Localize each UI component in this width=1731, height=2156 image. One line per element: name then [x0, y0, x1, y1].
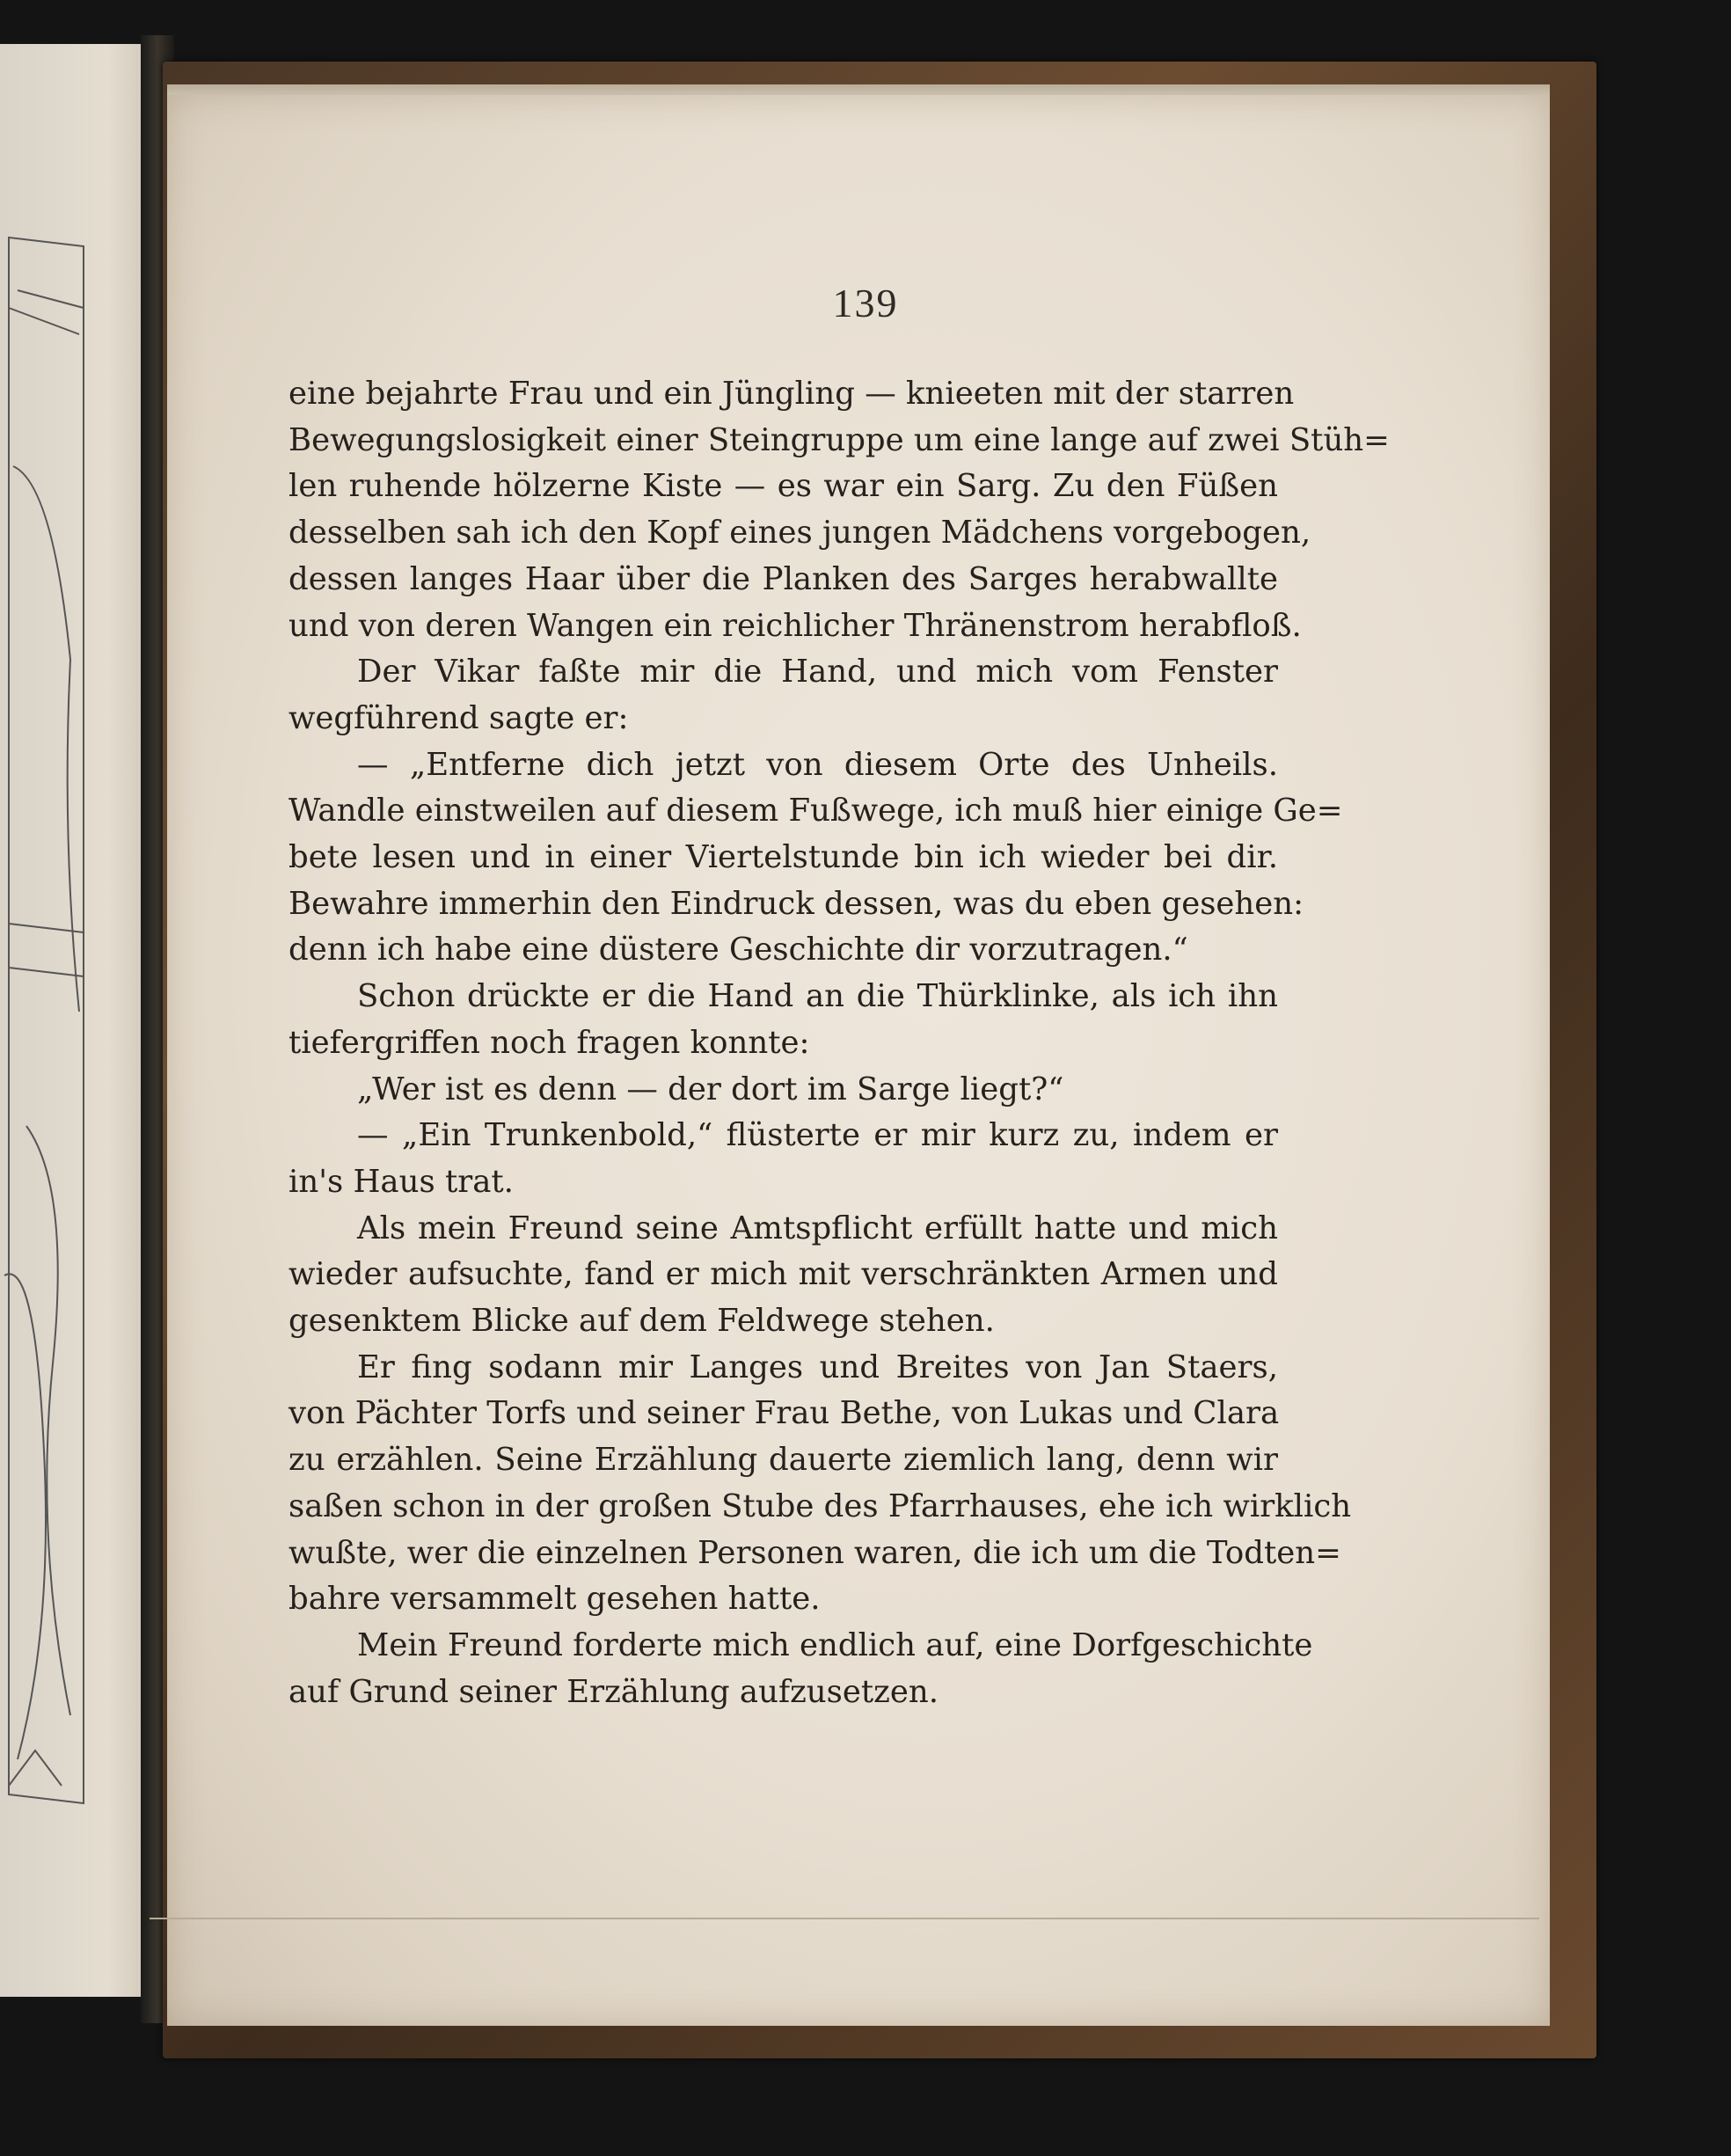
text-line: gesenktem Blicke auf dem Feldwege stehen. — [288, 1303, 995, 1340]
text-line: und von deren Wangen ein reichlicher Thränenstrom herabfloß. — [288, 607, 1302, 644]
text-line: tiefergriffen noch fragen konnte: — [288, 1024, 810, 1061]
paragraph — [288, 1067, 1278, 1114]
page-text — [288, 371, 1390, 1715]
paragraph — [288, 1113, 1278, 1205]
text-line: zu erzählen. Seine Erzählung dauerte ziemlich lang, denn wir — [288, 1442, 1278, 1479]
paragraph — [288, 1623, 1313, 1715]
text-line: in's Haus trat. — [288, 1163, 514, 1200]
text-line: Der Vikar faßte mir die Hand, und mich vom Fenster — [357, 654, 1278, 691]
text-line: bahre versammelt gesehen hatte. — [288, 1581, 821, 1618]
text-line: denn ich habe eine düstere Geschichte dir vorzutragen.“ — [288, 932, 1188, 968]
previous-page-illustration — [0, 44, 156, 1997]
paragraph — [288, 1206, 1278, 1345]
text-line: saßen schon in der großen Stube des Pfarrhauses, ehe ich wirklich — [288, 1487, 1352, 1524]
text-line: Als mein Freund seine Amtspflicht erfüllt hatte und mich — [357, 1210, 1278, 1246]
text-line: — „Entferne dich jetzt von diesem Orte des Unheils. — [357, 746, 1278, 783]
text-line: Bewegungslosigkeit einer Steingruppe um eine lange auf zwei Stüh= — [288, 421, 1390, 458]
pencil-sketch-illustration — [0, 44, 154, 1997]
paragraph — [288, 1345, 1352, 1623]
page-number: 139 — [832, 281, 899, 325]
text-line: Bewahre immerhin den Eindruck dessen, was du eben gesehen: — [288, 885, 1304, 922]
text-line: wegführend sagte er: — [288, 699, 629, 736]
text-line: Wandle einstweilen auf diesem Fußwege, ich muß hier einige Ge= — [288, 793, 1343, 830]
paragraph — [288, 371, 1390, 649]
text-line: len ruhende hölzerne Kiste — es war ein Sarg. Zu den Füßen — [288, 468, 1278, 505]
page-bottom-edge — [150, 1918, 1539, 1919]
paragraph — [288, 974, 1278, 1066]
text-line: eine bejahrte Frau und ein Jüngling — knieeten mit der starren — [288, 376, 1295, 412]
paragraph — [288, 742, 1343, 975]
text-line: von Pächter Torfs und seiner Frau Bethe, von Lukas und Clara — [288, 1395, 1280, 1432]
text-line: bete lesen und in einer Viertelstunde bin ich wieder bei dir. — [288, 839, 1278, 876]
text-line: wußte, wer die einzelnen Personen waren, die ich um die Todten= — [288, 1534, 1341, 1571]
text-line: dessen langes Haar über die Planken des Sarges herabwallte — [288, 560, 1278, 597]
text-line: Schon drückte er die Hand an die Thürklinke, als ich ihn — [357, 978, 1278, 1015]
text-line: desselben sah ich den Kopf eines jungen Mädchens vorgebogen, — [288, 515, 1311, 552]
text-line: wieder aufsuchte, fand er mich mit verschränkten Armen und — [288, 1256, 1278, 1293]
text-line: — „Ein Trunkenbold,“ flüsterte er mir kurz zu, indem er — [357, 1117, 1278, 1154]
text-line: Mein Freund forderte mich endlich auf, eine Dorfgeschichte — [357, 1626, 1313, 1663]
text-line: Er fing sodann mir Langes und Breites von Jan Staers, — [357, 1348, 1278, 1385]
text-line: „Wer ist es denn — der dort im Sarge liegt?“ — [357, 1071, 1064, 1107]
text-line: auf Grund seiner Erzählung aufzusetzen. — [288, 1673, 939, 1710]
paragraph — [288, 649, 1278, 742]
